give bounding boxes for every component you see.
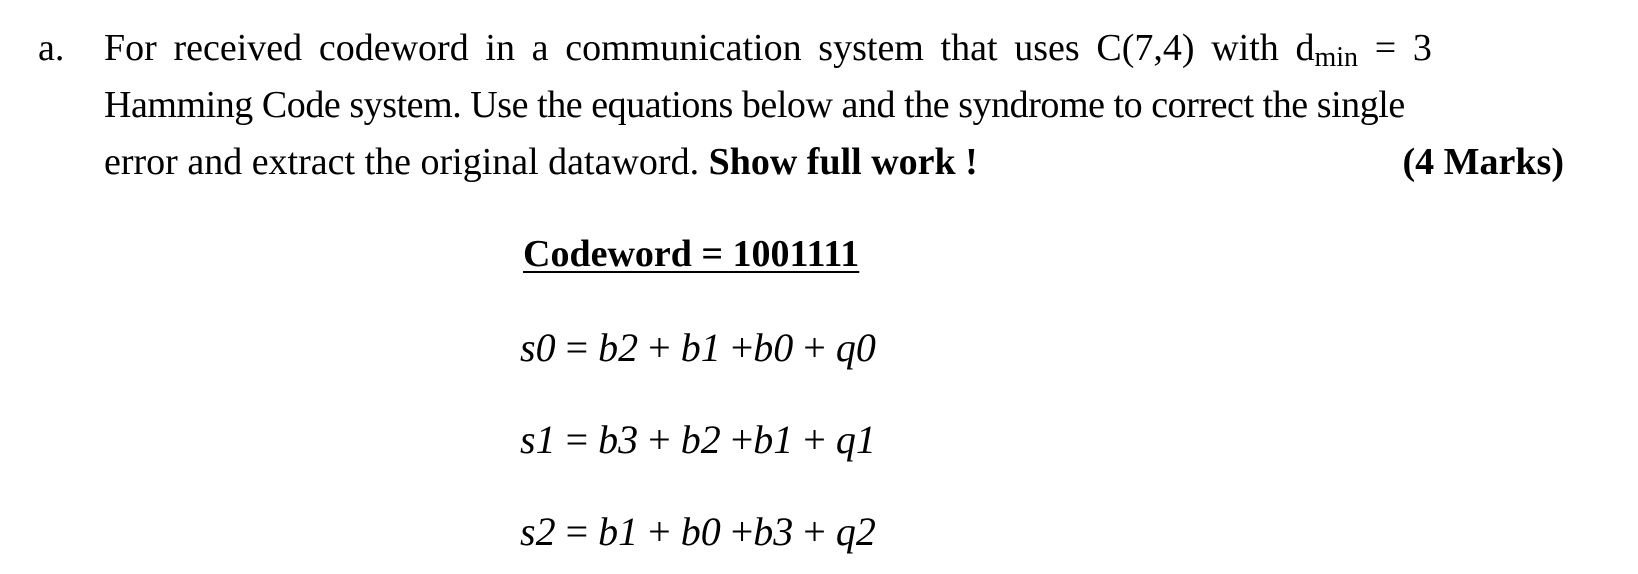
eq-op: = xyxy=(555,325,599,370)
syndrome-equation-s0 xyxy=(520,324,876,372)
syndrome-equation-s2 xyxy=(520,508,876,556)
dmin-value: = 3 xyxy=(1358,27,1432,69)
eq-op: = xyxy=(555,509,599,554)
eq-term: b1 xyxy=(753,417,794,462)
dmin-subscript: min xyxy=(1314,42,1359,73)
question-line-1-text: For received codeword in a communication system that uses C(7,4) with d xyxy=(104,27,1315,69)
eq-term: q2 xyxy=(835,509,876,554)
syndrome-equation-s1 xyxy=(520,416,876,464)
eq-term: b0 xyxy=(680,509,721,554)
eq-op: + xyxy=(720,509,754,554)
question-line-2: Hamming Code system. Use the equations below and the syndrome to correct the single xyxy=(104,84,1405,126)
eq-term: s0 xyxy=(520,325,556,370)
eq-term: s1 xyxy=(520,417,556,462)
eq-term: b2 xyxy=(598,325,639,370)
show-work-instruction: Show full work ! xyxy=(708,141,978,183)
eq-term: q1 xyxy=(835,417,876,462)
eq-op: + xyxy=(793,417,836,462)
eq-term: b3 xyxy=(598,417,639,462)
eq-op: + xyxy=(638,417,681,462)
question-label: a. xyxy=(38,27,65,69)
eq-op: + xyxy=(638,509,681,554)
eq-op: = xyxy=(555,417,599,462)
eq-op: + xyxy=(720,417,754,462)
eq-term: b1 xyxy=(680,325,721,370)
marks-label: (4 Marks) xyxy=(1402,141,1564,183)
codeword-heading: Codeword = 1001111 xyxy=(523,233,860,275)
question-line-3 xyxy=(104,134,1598,191)
question-text xyxy=(104,20,1598,191)
eq-term: b1 xyxy=(598,509,639,554)
question-line-3-text: error and extract the original dataword. xyxy=(104,141,709,183)
eq-op: + xyxy=(793,325,836,370)
eq-term: s2 xyxy=(520,509,556,554)
eq-op: + xyxy=(638,325,681,370)
eq-term: b0 xyxy=(753,325,794,370)
eq-op: + xyxy=(793,509,836,554)
eq-term: b2 xyxy=(680,417,721,462)
eq-term: b3 xyxy=(753,509,794,554)
question-line-1 xyxy=(104,20,1598,77)
eq-op: + xyxy=(720,325,754,370)
eq-term: q0 xyxy=(835,325,876,370)
